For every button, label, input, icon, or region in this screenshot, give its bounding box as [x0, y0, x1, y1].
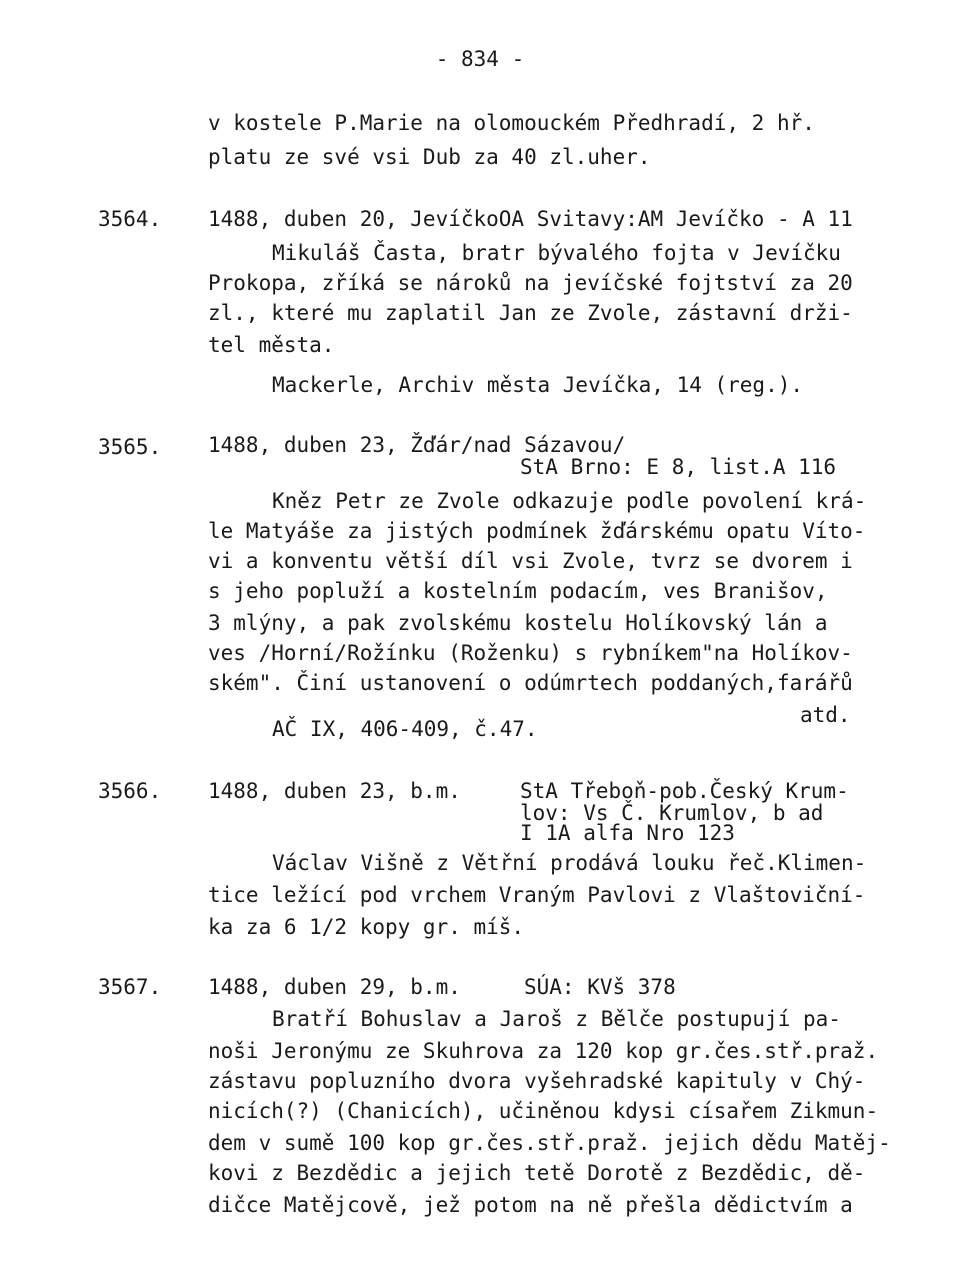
entry-body-line: noši Jeronýmu ze Skuhrova za 120 kop gr.čes.stř.praž. — [208, 1039, 879, 1063]
entry-body-line: kovi z Bezdědic a jejich tetě Dorotě z Bezdědic, dě- — [208, 1161, 866, 1185]
entry-body-line: Prokopa, zříká se nároků na jevíčské fojtství za 20 — [208, 271, 853, 295]
entry-body-line: dičce Matějcově, jež potom na ně přešla dědictvím a — [208, 1193, 853, 1217]
entry-archive: StA Brno: E 8, list.A 116 — [520, 455, 837, 479]
entry-archive: lov: Vs Č. Krumlov, b ad — [520, 801, 824, 825]
entry-body-line: zl., které mu zaplatil Jan ze Zvole, zástavní drži- — [208, 301, 853, 325]
entry-archive: SÚA: KVš 378 — [524, 975, 676, 999]
entry-source: Mackerle, Archiv města Jevíčka, 14 (reg.). — [272, 373, 804, 397]
entry-body-line: le Matyáše za jistých podmínek žďárskému opatu Víto- — [208, 519, 866, 543]
intro-line: v kostele P.Marie na olomouckém Předhradí, 2 hř. — [208, 111, 815, 135]
entry-header: 1488, duben 29, b.m. — [208, 975, 461, 999]
entry-source: AČ IX, 406-409, č.47. — [272, 717, 538, 741]
entry-body-line: Kněz Petr ze Zvole odkazuje podle povolení krá- — [272, 489, 867, 513]
entry-body-line: tel města. — [208, 333, 335, 357]
entry-body-line: s jeho popluží a kostelním podacím, ves Branišov, — [208, 579, 828, 603]
entry-number: 3564. — [98, 207, 162, 231]
entry-body-line: ském". Činí ustanovení o odúmrtech poddaných,farářů — [208, 671, 853, 695]
entry-number: 3567. — [98, 975, 162, 999]
entry-archive: I 1A alfa Nro 123 — [520, 821, 735, 845]
entry-body-line: dem v sumě 100 kop gr.čes.stř.praž. jejich dědu Matěj- — [208, 1131, 891, 1155]
entry-body-line: ka za 6 1/2 kopy gr. míš. — [208, 915, 525, 939]
entry-body-line: tice ležící pod vrchem Vraným Pavlovi z Vlaštoviční- — [208, 883, 866, 907]
entry-archive: StA Třeboň-pob.Český Krum- — [520, 779, 849, 803]
entry-body-line: nicích(?) (Chanicích), učiněnou kdysi císařem Zikmun- — [208, 1099, 879, 1123]
entry-trailing: atd. — [800, 703, 851, 727]
entry-body-line: Václav Višně z Větřní prodává louku řeč.Klimen- — [272, 851, 867, 875]
entry-header: 1488, duben 20, JevíčkoOA Svitavy:AM Jevíčko - A 11 — [208, 207, 853, 231]
entry-body-line: vi a konventu větší díl vsi Zvole, tvrz se dvorem i — [208, 549, 853, 573]
entry-body-line: zástavu popluzního dvora vyšehradské kapituly v Chý- — [208, 1069, 866, 1093]
entry-body-line: Mikuláš Časta, bratr bývalého fojta v Jevíčku — [272, 241, 841, 265]
entry-number: 3566. — [98, 779, 162, 803]
entry-number: 3565. — [98, 435, 162, 459]
entry-body-line: 3 mlýny, a pak zvolskému kostelu Holíkovský lán a — [208, 611, 828, 635]
intro-line: platu ze své vsi Dub za 40 zl.uher. — [208, 145, 651, 169]
entry-body-line: ves /Horní/Rožínku (Roženku) s rybníkem"na Holíkov- — [208, 641, 853, 665]
page-number: - 834 - — [435, 47, 525, 71]
entry-body-line: Bratří Bohuslav a Jaroš z Bělče postupují pa- — [272, 1007, 841, 1031]
entry-header: 1488, duben 23, b.m. — [208, 779, 461, 803]
entry-header: 1488, duben 23, Žďár/nad Sázavou/ — [208, 433, 626, 457]
